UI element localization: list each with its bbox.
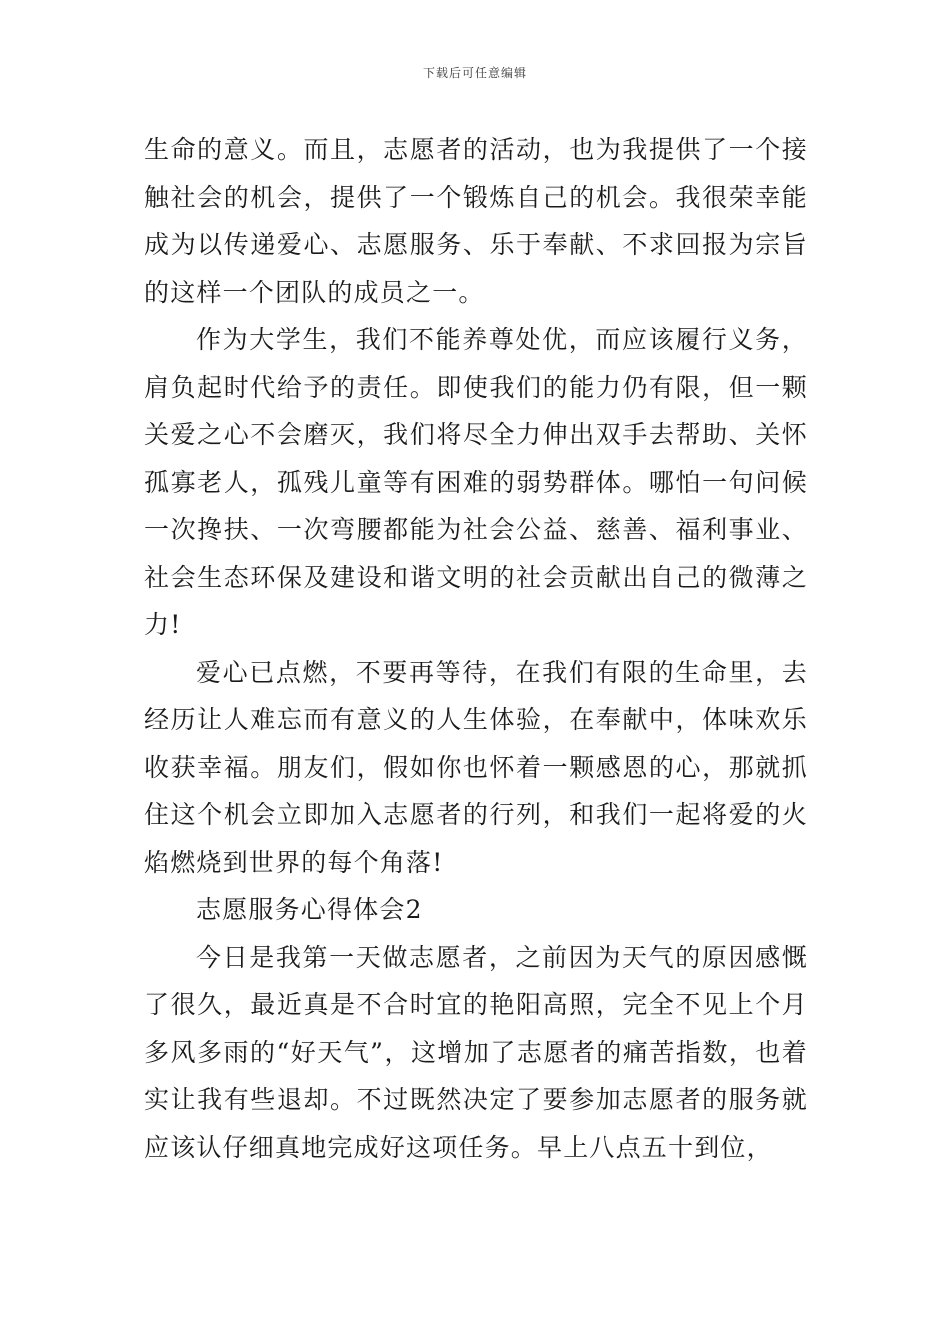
page-header: 下载后可任意编辑 [422,66,527,80]
paragraph-first-day: 今日是我第一天做志愿者，之前因为天气的原因感慨了很久，最近真是不合时宜的艳阳高照，完全不见上个月多风多雨的“好天气”，这增加了志愿者的痛苦指数，也着实让我有些退却。不过既然决定了要参加志愿者的服务就应该认仔细真地完成好这项任务。早上八点五十到位， [144,942,808,1162]
paragraph-call-to-action: 爱心已点燃，不要再等待，在我们有限的生命里，去经历让人难忘而有意义的人生体验，在奉献中，体味欢乐收获幸福。朋友们，假如你也怀着一颗感恩的心，那就抓住这个机会立即加入志愿者的行列，和我们一起将爱的火焰燃烧到世界的每个角落! [144,657,808,877]
document-body [144,126,808,1171]
paragraph-continuation: 生命的意义。而且，志愿者的活动，也为我提供了一个接触社会的机会，提供了一个锻炼自己的机会。我很荣幸能成为以传递爱心、志愿服务、乐于奉献、不求回报为宗旨的这样一个团队的成员之一。 [144,135,808,307]
paragraph-responsibility: 作为大学生，我们不能养尊处优，而应该履行义务，肩负起时代给予的责任。即使我们的能力仍有限，但一颗关爱之心不会磨灭，我们将尽全力伸出双手去帮助、关怀孤寡老人，孤残儿童等有困难的弱势群体。哪怕一句问候一次搀扶、一次弯腰都能为社会公益、慈善、福利事业、社会生态环保及建设和谐文明的社会贡献出自己的微薄之力! [144,325,808,639]
section-heading: 志愿服务心得体会2 [196,895,423,924]
